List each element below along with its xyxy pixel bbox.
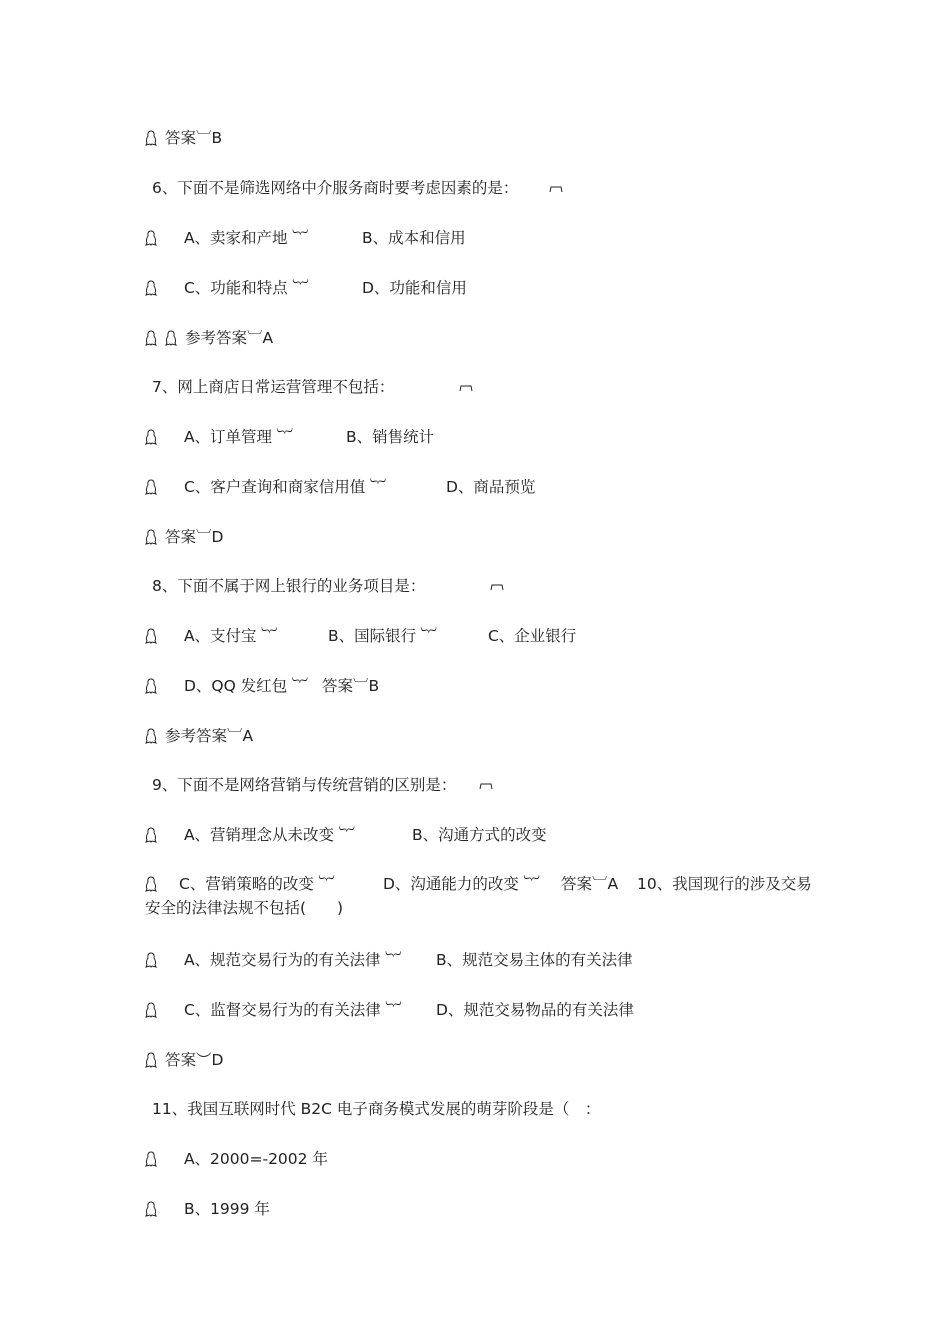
options-row-wrapped: [145, 872, 815, 920]
answer-text: 答案︺D: [165, 528, 224, 546]
options-row: [145, 626, 576, 646]
options-row: [145, 1149, 328, 1169]
blank-mark-icon: [479, 780, 493, 790]
bullet-icon: [145, 529, 157, 545]
options-row: [145, 1199, 270, 1219]
option-b: B、成本和信用: [361, 229, 466, 247]
option-c: C、营销策略的改变 ︸: [179, 875, 335, 893]
question-text: 8、下面不属于网上银行的业务项目是：: [152, 577, 426, 595]
answer-line: [145, 527, 223, 547]
bullet-icon: [145, 728, 157, 744]
answer-text: 答案︺B: [321, 677, 380, 695]
blank-mark-icon: [490, 581, 504, 591]
question-10-text: 10、我国现行的涉及交易安全的法律法规不包括( ): [145, 875, 812, 917]
options-row: [145, 825, 547, 845]
bullet-icon: [145, 628, 157, 644]
bullet-icon: [165, 330, 177, 346]
options-row: [145, 427, 434, 447]
option-c: C、监督交易行为的有关法律 ︸: [183, 1001, 402, 1019]
option-b: B、沟通方式的改变: [411, 826, 547, 844]
options-row: [145, 950, 633, 970]
question-text: 7、网上商店日常运营管理不包括：: [152, 378, 395, 396]
blank-mark-icon: [459, 382, 473, 392]
bullet-icon: [145, 1201, 157, 1217]
option-d: D、商品预览: [445, 478, 536, 496]
bullet-icon: [145, 678, 157, 694]
option-a: A、营销理念从未改变 ︸: [183, 826, 355, 844]
options-row: [145, 278, 467, 298]
option-b: B、规范交易主体的有关法律: [435, 951, 633, 969]
options-row: [145, 1000, 634, 1020]
option-b: B、销售统计: [345, 428, 435, 446]
bullet-icon: [145, 1002, 157, 1018]
answer-text: 答案︶D: [165, 1051, 224, 1069]
answer-line: [145, 328, 273, 348]
answer-text: 参考答案︺A: [165, 727, 254, 745]
bullet-icon: [145, 429, 157, 445]
answer-line: [145, 1050, 223, 1070]
bullet-icon: [145, 130, 157, 146]
bullet-icon: [145, 280, 157, 296]
answer-line: [145, 726, 253, 746]
bullet-icon: [145, 330, 157, 346]
option-a: A、支付宝 ︸: [183, 627, 277, 645]
option-a: A、2000=-2002 年: [183, 1150, 328, 1168]
option-d: D、QQ 发红包 ︸: [183, 677, 308, 695]
question-text: 11、我国互联网时代 B2C 电子商务模式发展的萌芽阶段是（ ：: [152, 1100, 601, 1118]
blank-mark-icon: [549, 183, 563, 193]
bullet-icon: [145, 1151, 157, 1167]
option-a: A、订单管理 ︸: [183, 428, 293, 446]
options-row: [145, 676, 379, 696]
bullet-icon: [145, 1052, 157, 1068]
option-a: A、卖家和产地 ︸: [183, 229, 308, 247]
answer-line: [145, 128, 222, 148]
bullet-icon: [145, 827, 157, 843]
bullet-icon: [145, 230, 157, 246]
answer-text: 答案︺A: [561, 875, 619, 893]
options-row: [145, 477, 535, 497]
options-row: [145, 228, 466, 248]
bullet-icon: [145, 479, 157, 495]
question-text: 9、下面不是网络营销与传统营销的区别是：: [152, 776, 457, 794]
option-c: C、企业银行: [487, 627, 577, 645]
question-8: [152, 576, 504, 596]
bullet-icon: [145, 952, 157, 968]
option-c: C、功能和特点 ︸: [183, 279, 309, 297]
bullet-icon: [145, 876, 157, 892]
option-b: B、国际银行 ︸: [327, 627, 437, 645]
question-9: [152, 775, 493, 795]
answer-text: 答案︺B: [165, 129, 223, 147]
option-d: D、沟通能力的改变 ︸: [383, 875, 540, 893]
option-a: A、规范交易行为的有关法律 ︸: [183, 951, 401, 969]
question-7: [152, 377, 473, 397]
question-11: [152, 1099, 600, 1119]
option-d: D、功能和信用: [361, 279, 467, 297]
option-d: D、规范交易物品的有关法律: [435, 1001, 634, 1019]
question-text: 6、下面不是筛选网络中介服务商时要考虑因素的是：: [152, 179, 519, 197]
option-b: B、1999 年: [183, 1200, 270, 1218]
option-c: C、客户查询和商家信用值 ︸: [183, 478, 386, 496]
answer-text: 参考答案︺A: [185, 329, 274, 347]
question-6: [152, 178, 563, 198]
